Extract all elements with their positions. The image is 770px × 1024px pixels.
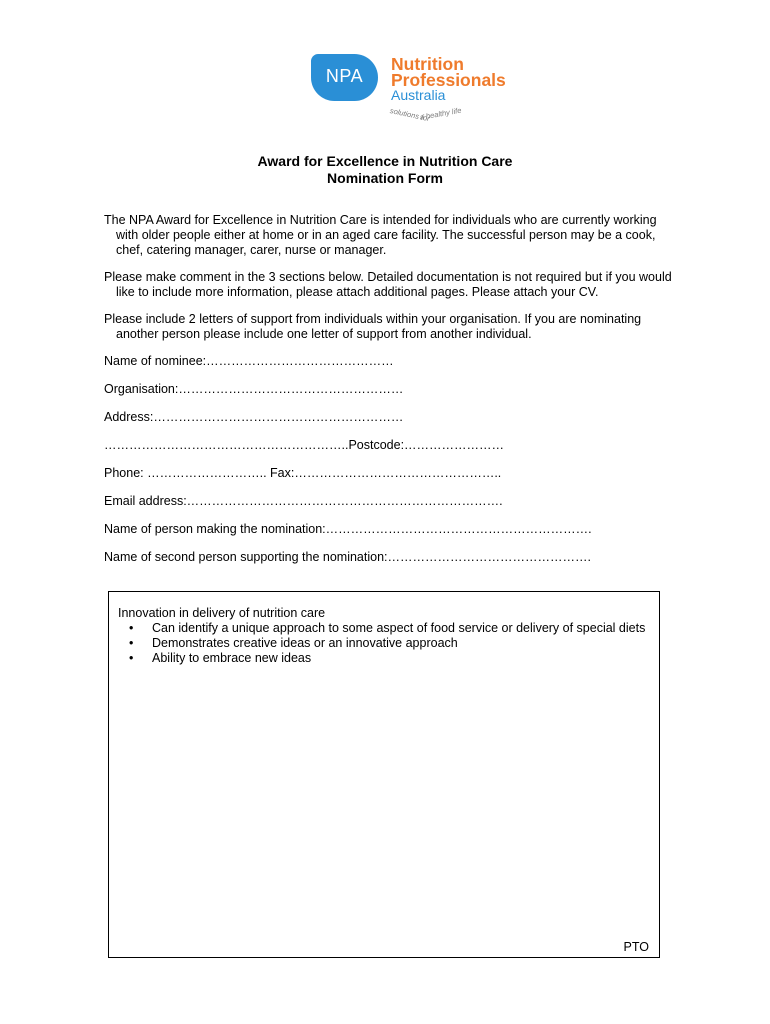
address-field[interactable]: Address:…………………………………………………… [104, 410, 404, 424]
form-title: Award for Excellence in Nutrition Care [257, 153, 513, 169]
phone-fax-field[interactable]: Phone: ……………………….. Fax:………………………………………….. [104, 466, 502, 480]
criteria-item-text: Ability to embrace new ideas [152, 651, 312, 665]
criteria-item [118, 621, 648, 636]
npa-logo-badge [311, 54, 378, 101]
logo-tagline-1: solutions for [389, 106, 431, 124]
npa-logo [311, 52, 511, 144]
support-letters-paragraph: Please include 2 letters of support from individuals within your organisation. If you are nominating another person please include one letter of support from another individual. [104, 312, 642, 341]
bullet-icon: • [129, 636, 134, 650]
bullet-icon: • [129, 651, 134, 665]
criteria-item [118, 651, 648, 666]
criteria-list [118, 621, 648, 666]
criteria-item [118, 636, 648, 651]
organisation-field[interactable]: Organisation:……………………………………………… [104, 382, 404, 396]
pto-label: PTO [623, 940, 649, 954]
box-heading: Innovation in delivery of nutrition care [118, 606, 326, 620]
logo-name-professionals: Professionals [391, 70, 506, 90]
npa-logo-badge-text: NPA [325, 66, 364, 86]
nominator-name-field[interactable]: Name of person making the nomination:………………………………………………………. [104, 522, 592, 536]
address-postcode-field[interactable]: …………………………………………………..Postcode:…………………… [104, 438, 505, 452]
logo-name-australia: Australia [391, 87, 446, 103]
form-subtitle: Nomination Form [327, 170, 443, 186]
innovation-comment-box[interactable] [108, 591, 660, 958]
logo-tagline-2: a healthy life [419, 105, 463, 122]
logo-name-nutrition: Nutrition [391, 54, 464, 74]
criteria-item-text: Demonstrates creative ideas or an innovative approach [152, 636, 458, 650]
intro-paragraph: The NPA Award for Excellence in Nutrition Care is intended for individuals who are currently working with older people either at home or in an aged care facility. The successful person may be a cook, chef, catering manager, carer, nurse or manager. [104, 213, 657, 257]
criteria-item-text: Can identify a unique approach to some aspect of food service or delivery of special diets [152, 621, 646, 635]
second-supporter-field[interactable]: Name of second person supporting the nomination:…………………………………………. [104, 550, 591, 564]
nominee-name-field[interactable]: Name of nominee:……………………………………… [104, 354, 394, 368]
instructions-paragraph: Please make comment in the 3 sections below. Detailed documentation is not required but if you would like to include more information, please attach additional pages. Please attach your CV. [104, 270, 672, 299]
bullet-icon: • [129, 621, 134, 635]
email-field[interactable]: Email address:…………………………………………………………………. [104, 494, 503, 508]
